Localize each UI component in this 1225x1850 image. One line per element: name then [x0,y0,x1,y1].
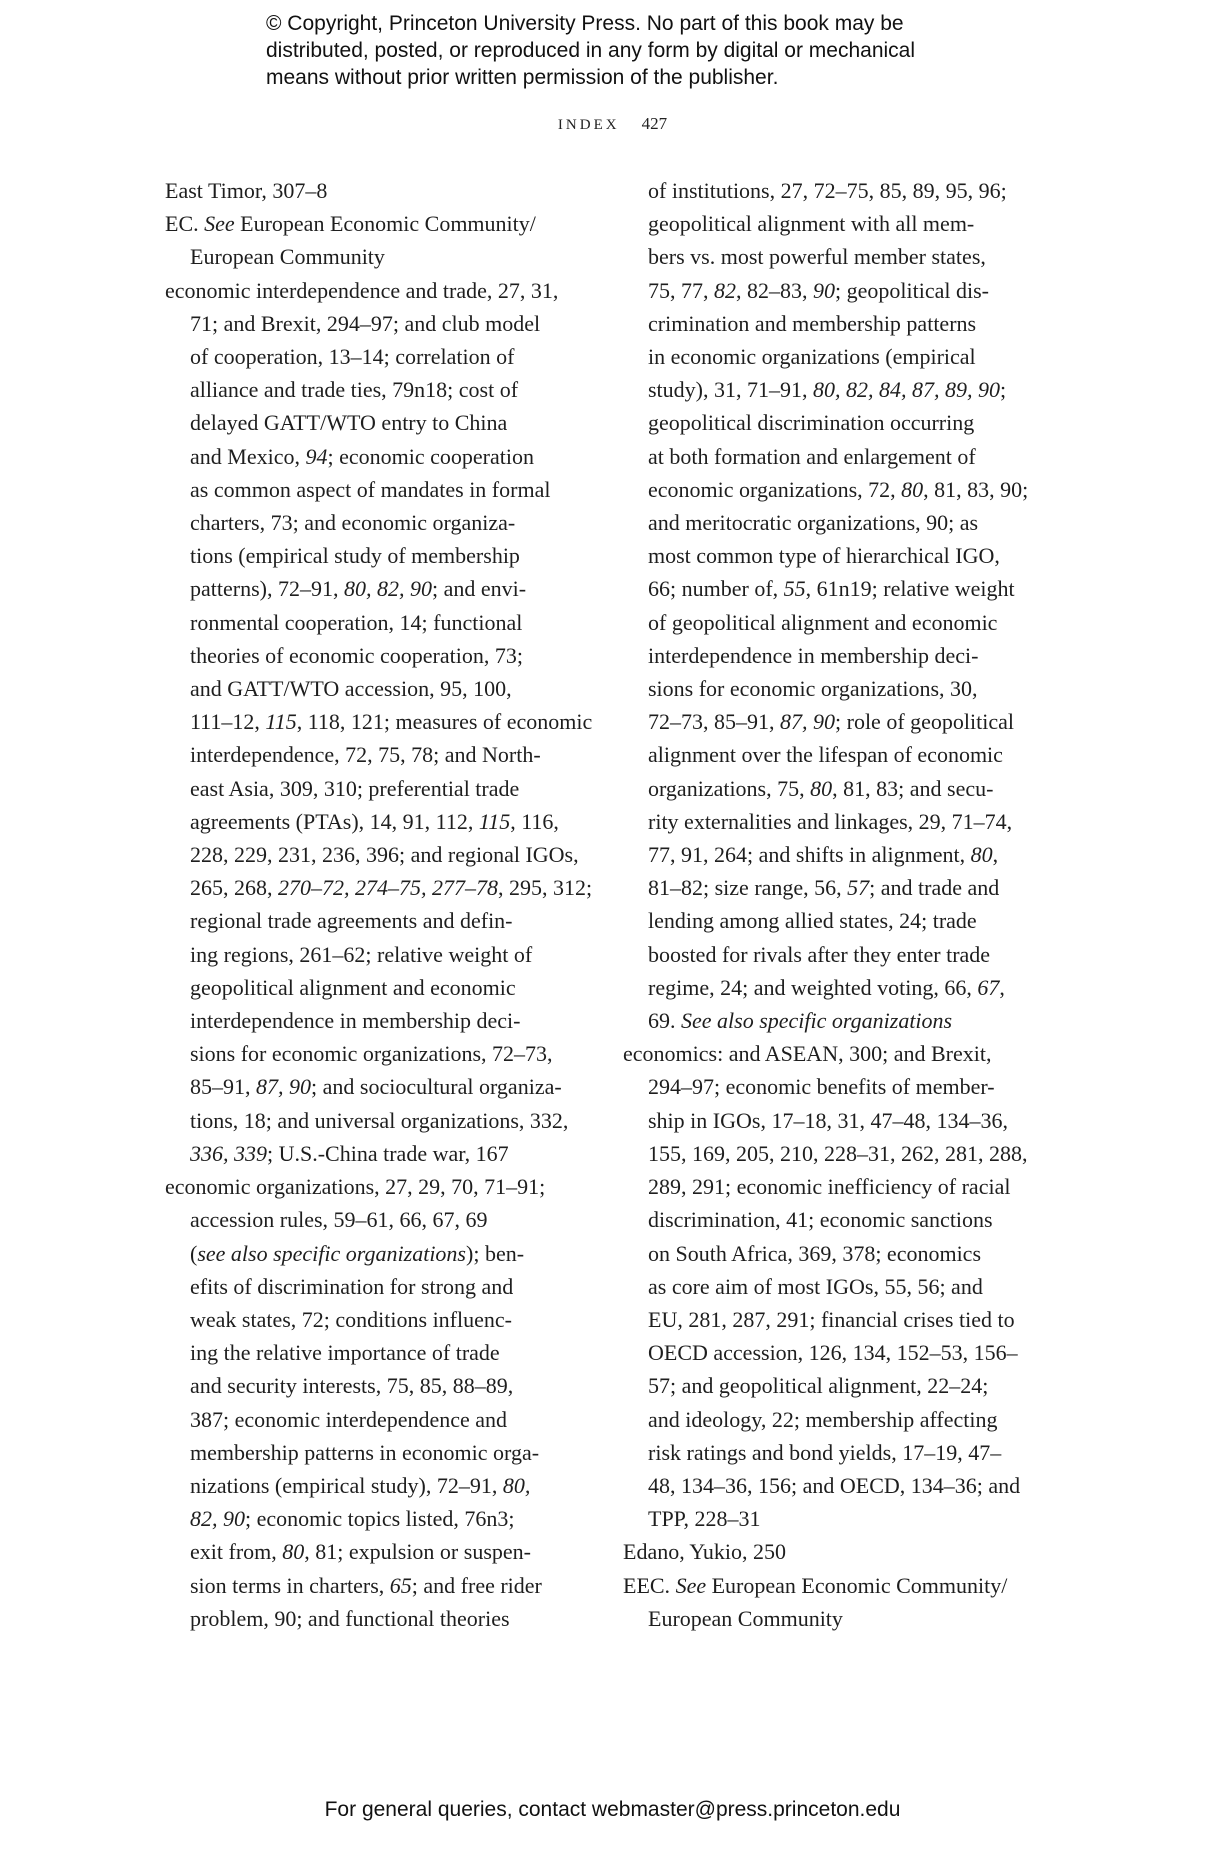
text-segment: ing regions, 261–62; relative weight of [190,941,533,967]
index-line [165,1270,592,1303]
italic-text: 87, 90 [780,709,835,735]
index-line [165,340,592,373]
index-line [165,1436,592,1469]
text-segment: agreements (PTAs), 14, 91, 112, [190,808,479,834]
index-line [623,207,1028,240]
index-line [623,1469,1028,1502]
text-segment: efits of discrimination for strong and [190,1273,514,1299]
text-segment: rity externalities and linkages, 29, 71–74, [648,808,1013,834]
index-line [623,307,1028,340]
text-segment: as common aspect of mandates in formal [190,476,551,502]
text-segment: alignment over the lifespan of economic [648,742,1003,768]
text-segment: discrimination, 41; economic sanctions [648,1207,993,1233]
text-segment: , [999,974,1005,1000]
text-segment: 72–73, 85–91, [648,709,780,735]
index-line [165,240,592,273]
text-segment: alliance and trade ties, 79n18; cost of [190,377,519,403]
index-line [623,871,1028,904]
page-number: 427 [641,114,668,133]
italic-text: 65 [389,1572,412,1598]
index-line [165,971,592,1004]
italic-text: 115 [265,709,297,735]
text-segment: ); ben- [466,1240,525,1266]
text-segment: 85–91, [190,1074,256,1100]
index-line [165,1104,592,1137]
text-segment: 294–97; economic benefits of member- [648,1074,995,1100]
index-line [165,904,592,937]
index-line [623,1170,1028,1203]
italic-text: 336, 339 [190,1140,267,1166]
index-line [165,373,592,406]
index-line [165,871,592,904]
index-line [623,1203,1028,1236]
italic-text: see also specific organizations [197,1240,466,1266]
italic-text: 80, 82, 84, 87, 89, 90 [813,377,1000,403]
index-line [165,805,592,838]
index-line [165,1469,592,1502]
index-line [623,240,1028,273]
text-segment: 289, 291; economic inefficiency of racial [648,1174,1011,1200]
index-line [165,207,592,240]
italic-text: 80 [282,1539,305,1565]
text-segment: EC. [165,211,205,237]
index-line [623,373,1028,406]
italic-text: 270–72, 274–75, 277–78 [278,875,498,901]
text-segment: lending among allied states, 24; trade [648,908,977,934]
index-line [623,1237,1028,1270]
text-segment: geopolitical alignment and economic [190,974,516,1000]
text-segment: sions for economic organizations, 72–73, [190,1041,553,1067]
text-segment: 228, 229, 231, 236, 396; and regional IGOs, [190,842,579,868]
text-segment: ; [1000,377,1007,403]
index-line [165,1237,592,1270]
text-segment: of cooperation, 13–14; correlation of [190,344,515,370]
italic-text: 115 [478,808,511,834]
text-segment: , 82–83, [736,277,813,303]
text-segment: TPP, 228–31 [648,1506,761,1532]
text-segment: ; and trade and [869,875,1000,901]
text-segment: 81–82; size range, 56, [648,875,848,901]
italic-text: 80 [810,775,833,801]
running-head [0,114,1225,134]
text-segment: regime, 24; and weighted voting, 66, [648,974,978,1000]
text-segment: ; economic cooperation [327,443,534,469]
running-head-label: INDEX [557,117,620,133]
text-segment: organizations, 75, [648,775,811,801]
copyright-line: distributed, posted, or reproduced in any form by digital or mechanical [266,39,916,62]
text-segment: ; and free rider [411,1572,542,1598]
text-segment: weak states, 72; conditions influenc- [190,1306,512,1332]
text-segment: 71; and Brexit, 294–97; and club model [190,310,541,336]
text-segment: East Timor, 307–8 [165,178,328,203]
text-segment: Edano, Yukio, 250 [623,1539,786,1565]
text-segment: ( [190,1240,198,1266]
text-segment: most common type of hierarchical IGO, [648,543,1000,569]
index-line [623,971,1028,1004]
italic-text: See [204,211,235,237]
index-line [623,738,1028,771]
index-line [623,1037,1028,1070]
index-line [165,572,592,605]
index-line [623,838,1028,871]
index-line [165,1535,592,1568]
text-segment: charters, 73; and economic organiza- [190,510,516,536]
index-line [623,1602,1028,1635]
index-line [165,307,592,340]
index-entry [623,1569,1028,1635]
copyright-line: © Copyright, Princeton University Press. No part of this book may be [266,12,904,35]
text-segment: economic organizations, 72, [648,476,902,502]
text-segment: crimination and membership patterns [648,310,977,336]
text-segment: as core aim of most IGOs, 55, 56; and [648,1273,983,1299]
text-segment: 57; and geopolitical alignment, 22–24; [648,1373,989,1399]
text-segment: geopolitical discrimination occurring [648,410,975,436]
index-line [623,1403,1028,1436]
index-line [623,406,1028,439]
index-line [623,1303,1028,1336]
index-line [623,506,1028,539]
text-segment: east Asia, 309, 310; preferential trade [190,775,520,801]
index-line [623,1502,1028,1535]
text-segment: 75, 77, [648,277,714,303]
index-line [165,1137,592,1170]
italic-text: 82 [714,277,736,303]
index-line [623,539,1028,572]
index-line [165,1037,592,1070]
index-line [165,406,592,439]
italic-text: 82, 90 [190,1506,245,1532]
index-line [623,440,1028,473]
text-segment: and ideology, 22; membership affecting [648,1406,998,1432]
text-segment: ; U.S.-China trade war, 167 [267,1140,509,1166]
index-line [623,1270,1028,1303]
text-segment: 155, 169, 205, 210, 228–31, 262, 281, 288, [648,1140,1028,1166]
text-segment: exit from, [190,1539,283,1565]
text-segment: European Community [648,1605,843,1631]
text-segment: 111–12, [190,709,266,735]
index-line [165,1369,592,1402]
index-line [165,274,592,307]
text-segment: accession rules, 59–61, 66, 67, 69 [190,1207,488,1233]
italic-text: 94 [305,443,328,469]
italic-text: 90 [813,277,835,303]
text-segment: , 116, [510,808,559,834]
text-segment: sions for economic organizations, 30, [648,676,978,702]
copyright-line: means without prior written permission of the publisher. [266,66,779,89]
text-segment: of geopolitical alignment and economic [648,609,998,635]
text-segment: economics: and ASEAN, 300; and Brexit, [623,1041,992,1067]
index-line [165,1303,592,1336]
text-segment: and GATT/WTO accession, 95, 100, [190,676,512,702]
text-segment: 265, 268, [190,875,278,901]
italic-text: 57 [847,875,870,901]
text-segment: delayed GATT/WTO entry to China [190,410,508,436]
text-segment: OECD accession, 126, 134, 152–53, 156– [648,1340,1018,1366]
text-segment: study), 31, 71–91, [648,377,813,403]
index-line [165,440,592,473]
text-segment: sion terms in charters, [190,1572,390,1598]
index-line [165,672,592,705]
italic-text: 55 [783,576,806,602]
index-entry [165,174,592,207]
text-segment: 48, 134–36, 156; and OECD, 134–36; and [648,1472,1021,1498]
text-segment: problem, 90; and functional theories [190,1605,510,1631]
index-column-right [623,174,1028,1635]
text-segment: tions (empirical study of membership [190,543,520,569]
index-line [623,340,1028,373]
text-segment: European Community [190,244,385,270]
index-column-left [165,174,592,1635]
text-segment: ; role of geopolitical [835,709,1014,735]
index-line [165,1203,592,1236]
text-segment: 387; economic interdependence and [190,1406,508,1432]
index-line [165,1004,592,1037]
index-line [623,473,1028,506]
text-segment: European Economic Community/ [706,1572,1008,1598]
italic-text: See also specific organizations [681,1008,953,1034]
text-segment: risk ratings and bond yields, 17–19, 47– [648,1439,1002,1465]
text-segment: ing the relative importance of trade [190,1340,500,1366]
text-segment: interdependence in membership deci- [190,1008,521,1034]
text-segment: ship in IGOs, 17–18, 31, 47–48, 134–36, [648,1107,1008,1133]
index-line [623,1569,1028,1602]
index-line [165,1170,592,1203]
text-segment: interdependence, 72, 75, 78; and North- [190,742,541,768]
index-line [623,1436,1028,1469]
index-line [165,639,592,672]
index-line [165,473,592,506]
text-segment: ; economic topics listed, 76n3; [245,1506,515,1532]
text-segment: bers vs. most powerful member states, [648,244,986,270]
index-line [623,938,1028,971]
index-line [623,1336,1028,1369]
index-entry [623,1535,1028,1568]
text-segment: , 118, 121; measures of economic [296,709,593,735]
index-line [165,938,592,971]
italic-text: 87, 90 [256,1074,311,1100]
index-line [165,1602,592,1635]
index-line [623,705,1028,738]
text-segment: interdependence in membership deci- [648,642,979,668]
italic-text: 67 [977,974,1000,1000]
index-entry [165,207,592,273]
index-entry [165,1170,592,1635]
text-segment: geopolitical alignment with all mem- [648,211,975,237]
index-line [623,572,1028,605]
index-entry [623,1037,1028,1535]
index-line [165,1070,592,1103]
text-segment: , 81, 83, 90; [923,476,1029,502]
text-segment: on South Africa, 369, 378; economics [648,1240,982,1266]
index-line [165,539,592,572]
index-line [623,1070,1028,1103]
index-line [165,1569,592,1602]
text-segment: , 61n19; relative weight [805,576,1015,602]
italic-text: 80 [901,476,924,502]
index-line [623,805,1028,838]
index-entry [623,174,1028,1037]
index-line [623,639,1028,672]
index-line [165,174,592,207]
text-segment: ; and sociocultural organiza- [311,1074,562,1100]
text-segment: ronmental cooperation, 14; functional [190,609,523,635]
text-segment: boosted for rivals after they enter trade [648,941,991,967]
text-segment: economic organizations, 27, 29, 70, 71–91; [165,1174,546,1200]
index-line [623,772,1028,805]
text-segment: patterns), 72–91, [190,576,344,602]
text-segment: , 81; expulsion or suspen- [304,1539,531,1565]
text-segment: theories of economic cooperation, 73; [190,642,523,668]
text-segment: 69. [648,1008,681,1034]
index-line [623,274,1028,307]
index-line [165,606,592,639]
index-line [623,1535,1028,1568]
index-line [165,1403,592,1436]
text-segment: of institutions, 27, 72–75, 85, 89, 95, 96; [648,178,1007,203]
text-segment: European Economic Community/ [234,211,536,237]
copyright-notice [266,10,1026,91]
text-segment: 77, 91, 264; and shifts in alignment, [648,842,971,868]
index-line [165,1336,592,1369]
italic-text: 80, [502,1472,531,1498]
text-segment: and security interests, 75, 85, 88–89, [190,1373,514,1399]
text-segment: , 295, 312; [498,875,593,901]
text-segment: and Mexico, [190,443,306,469]
index-line [623,1004,1028,1037]
footer-contact: For general queries, contact webmaster@press.princeton.edu [324,1798,901,1821]
text-segment: EEC. [623,1572,676,1598]
text-segment: in economic organizations (empirical [648,344,976,370]
index-line [165,1502,592,1535]
index-line [165,738,592,771]
text-segment: , [992,842,999,868]
text-segment: at both formation and enlargement of [648,443,976,469]
text-segment: economic interdependence and trade, 27, 31, [165,277,559,303]
text-segment: , 81, 83; and secu- [832,775,994,801]
index-line [165,705,592,738]
index-entry [165,274,592,1170]
text-segment: ; geopolitical dis- [835,277,989,303]
text-segment: 66; number of, [648,576,784,602]
index-line [165,838,592,871]
italic-text: 80 [970,842,993,868]
text-segment: nizations (empirical study), 72–91, [190,1472,503,1498]
index-line [165,506,592,539]
index-line [623,904,1028,937]
index-line [623,1369,1028,1402]
index-line [623,606,1028,639]
italic-text: 80, 82, 90 [343,576,432,602]
index-line [623,672,1028,705]
text-segment: membership patterns in economic orga- [190,1439,540,1465]
index-line [623,174,1028,207]
text-segment: EU, 281, 287, 291; financial crises tied to [648,1306,1015,1332]
text-segment: ; and envi- [431,576,527,602]
text-segment: and meritocratic organizations, 90; as [648,510,979,536]
index-line [623,1104,1028,1137]
text-segment: regional trade agreements and defin- [190,908,513,934]
index-line [623,1137,1028,1170]
text-segment: tions, 18; and universal organizations, 332, [190,1107,569,1133]
index-line [165,772,592,805]
italic-text: See [675,1572,707,1598]
